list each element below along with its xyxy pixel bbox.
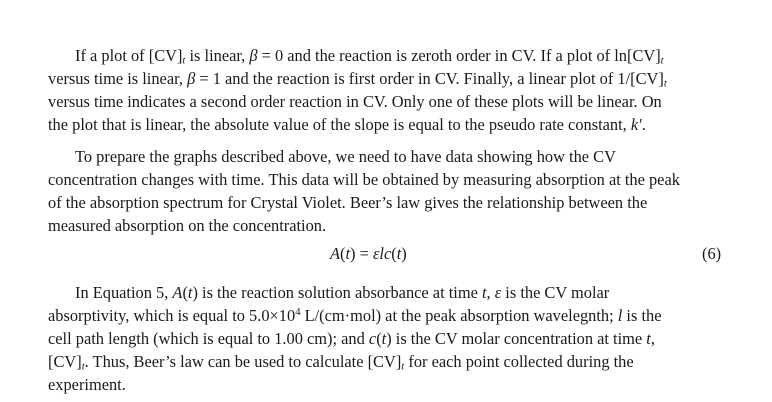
p2-line-3: of the absorption spectrum for Crystal Violet. Beer’s law gives the relationship between the (48, 193, 648, 212)
p1-line-3: versus time indicates a second order reaction in CV. Only one of these plots will be linear. On (48, 92, 662, 111)
p1-line-2: versus time is linear, β = 1 and the reaction is first order in CV. Finally, a linear plot of $1/[CV]_t$ (48, 69, 667, 90)
equation-number: (6) (702, 244, 722, 263)
p3-line-4: $[CV]_t$. Thus, Beer’s law can be used to calculate $[CV]_t$ for each point collected during the (48, 352, 634, 373)
p1-line-4: the plot that is linear, the absolute value of the slope is equal to the pseudo rate constant, k′. (48, 115, 646, 134)
p1-line-1: If a plot of $[CV]_t$ is linear, β = 0 and the reaction is zeroth order in CV. If a plot of $\ln[CV]_t$ (75, 46, 664, 67)
p2-line-2: concentration changes with time. This data will be obtained by measuring absorption at the peak (48, 170, 680, 189)
p3-line-2: absorptivity, which is equal to $5.0\times 10^4$ L/(cm·mol) at the peak absorption wavelegnth; l is the (48, 306, 662, 325)
beers-law-equation: A(t) = εlc(t) (330, 244, 407, 263)
p3-line-5: experiment. (48, 375, 126, 394)
p3-line-3: cell path length (which is equal to 1.00 cm); and c(t) is the CV molar concentration at time t, (48, 329, 655, 348)
p2-line-4: measured absorption on the concentration. (48, 216, 327, 235)
p2-line-1: To prepare the graphs described above, we need to have data showing how the CV (75, 147, 616, 166)
p3-line-1: In Equation 5, A(t) is the reaction solution absorbance at time t, ε is the CV molar (75, 283, 610, 302)
